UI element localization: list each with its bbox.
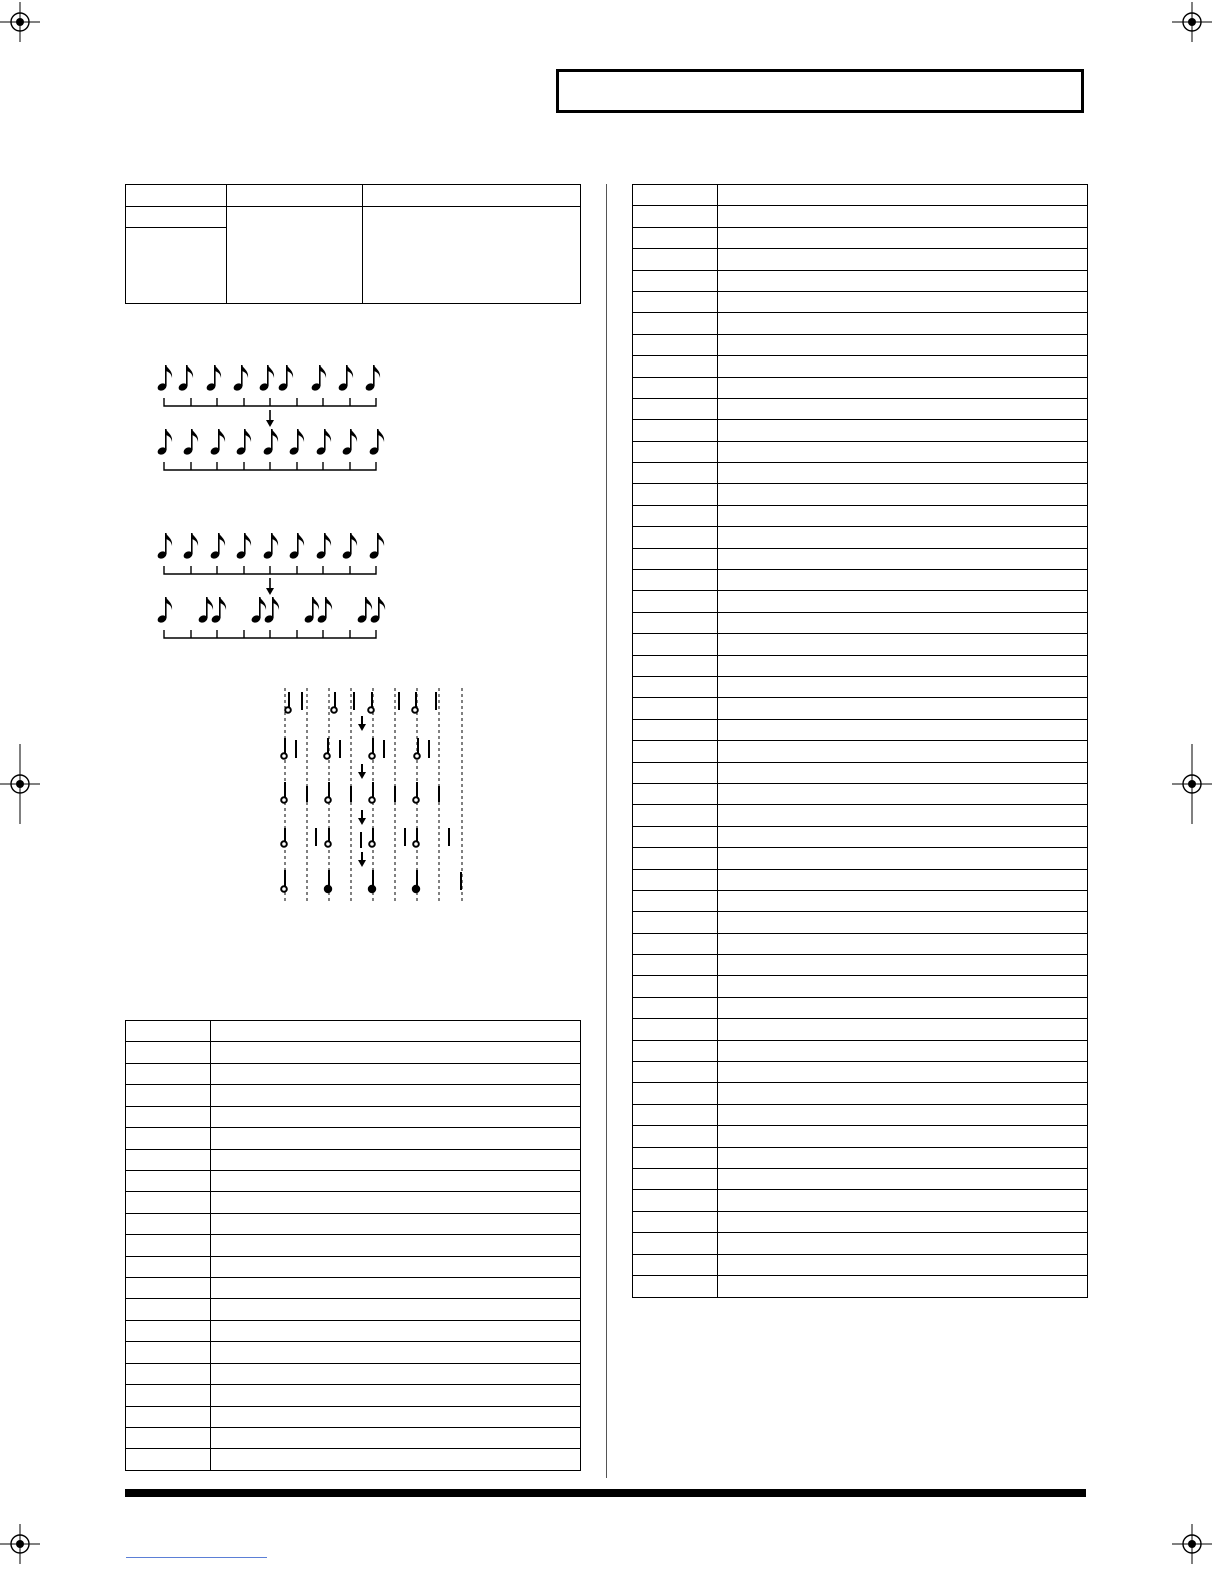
table-header-cell: [633, 185, 718, 206]
table-header-cell: [363, 185, 581, 207]
table-row: [126, 1385, 581, 1406]
table-header-cell: [227, 185, 363, 207]
table-cell: [633, 1211, 718, 1232]
down-arrow-icon: [358, 764, 366, 779]
table-row: [126, 1299, 581, 1320]
table-header-cell: [126, 1021, 211, 1042]
table-row: [126, 1063, 581, 1084]
table-cell: [126, 1299, 211, 1320]
table-cell: [718, 1190, 1088, 1211]
table-row: [126, 1106, 581, 1127]
table-cell: [126, 1149, 211, 1170]
table-cell: [718, 463, 1088, 484]
table-cell: [126, 1428, 211, 1449]
table-cell: [718, 1019, 1088, 1040]
table-cell: [633, 912, 718, 933]
table-row: [126, 1149, 581, 1170]
table-cell: [718, 527, 1088, 548]
table-row: [126, 1213, 581, 1234]
table-row: [126, 1170, 581, 1191]
table-cell: [718, 976, 1088, 997]
table-cell: [126, 1256, 211, 1277]
table-row: [126, 1085, 581, 1106]
table-row: [633, 398, 1088, 419]
table-cell: [126, 1235, 211, 1256]
table-cell: [633, 270, 718, 291]
list-table-right: [632, 184, 1088, 1298]
table-cell: [126, 1406, 211, 1427]
table-cell: [126, 1085, 211, 1106]
table-row: [633, 655, 1088, 676]
table-cell: [718, 1211, 1088, 1232]
table-row: [633, 356, 1088, 377]
down-arrow-icon: [266, 578, 274, 595]
table-row: [126, 1192, 581, 1213]
table-cell: [718, 741, 1088, 762]
table-cell: [211, 1192, 581, 1213]
table-row: [633, 249, 1088, 270]
table-cell: [718, 612, 1088, 633]
table-cell: [633, 955, 718, 976]
table-row: [633, 291, 1088, 312]
table-cell: [633, 1233, 718, 1254]
table-row: [633, 762, 1088, 783]
table-cell: [211, 1385, 581, 1406]
table-row: [633, 270, 1088, 291]
table-cell: [718, 249, 1088, 270]
table-row: [633, 912, 1088, 933]
table-cell: [633, 1104, 718, 1125]
table-row: [633, 548, 1088, 569]
table-row: [126, 1428, 581, 1449]
table-row: [633, 463, 1088, 484]
table-cell: [718, 1083, 1088, 1104]
table-cell: [633, 249, 718, 270]
table-row: [633, 1211, 1088, 1232]
table-row: [633, 933, 1088, 954]
table-row: [126, 1363, 581, 1384]
table-row: [633, 1062, 1088, 1083]
table-row: [633, 441, 1088, 462]
table-cell: [633, 698, 718, 719]
table-cell: [718, 783, 1088, 804]
table-cell: [718, 484, 1088, 505]
table-cell: [718, 313, 1088, 334]
table-cell: [633, 976, 718, 997]
table-row: [633, 805, 1088, 826]
table-cell: [718, 1275, 1088, 1297]
column-divider: [606, 184, 607, 1478]
table-cell: [633, 463, 718, 484]
table-cell: [126, 1042, 211, 1063]
table-row: [633, 484, 1088, 505]
table-cell: [126, 1192, 211, 1213]
table-row: [126, 1449, 581, 1471]
table-row: [633, 591, 1088, 612]
table-cell: [718, 676, 1088, 697]
registration-mark-icon: [0, 1524, 40, 1564]
table-header-row: [126, 185, 581, 207]
table-cell: [718, 1104, 1088, 1125]
table-header-cell: [211, 1021, 581, 1042]
table-row: [126, 1342, 581, 1363]
table-cell: [718, 634, 1088, 655]
table-row: [633, 420, 1088, 441]
table-cell: [633, 1083, 718, 1104]
table-row: [633, 612, 1088, 633]
table-cell: [633, 1126, 718, 1147]
table-cell: [718, 398, 1088, 419]
table-row: [126, 1278, 581, 1299]
table-cell: [211, 1278, 581, 1299]
registration-mark-icon: [0, 764, 40, 804]
table-header-cell: [718, 185, 1088, 206]
table-row: [633, 890, 1088, 911]
table-cell: [126, 1128, 211, 1149]
table-cell: [718, 334, 1088, 355]
table-row: [126, 1235, 581, 1256]
table-cell: [633, 676, 718, 697]
table-cell: [633, 634, 718, 655]
table-row: [633, 783, 1088, 804]
footer-link-underline[interactable]: [126, 1557, 267, 1558]
table-cell: [633, 313, 718, 334]
table-cell: [633, 826, 718, 847]
table-cell: [633, 377, 718, 398]
footer-bar: [125, 1489, 1086, 1497]
table-cell: [126, 1106, 211, 1127]
table-cell: [126, 1449, 211, 1471]
table-row: [126, 1406, 581, 1427]
down-arrow-icon: [358, 716, 366, 731]
table-cell: [633, 655, 718, 676]
eighth-note-icon: [156, 429, 384, 456]
table-row: [633, 741, 1088, 762]
table-cell: [718, 655, 1088, 676]
table-cell: [633, 484, 718, 505]
table-row: [633, 1275, 1088, 1297]
table-row: [633, 869, 1088, 890]
table-cell: [718, 206, 1088, 227]
table-cell: [718, 1147, 1088, 1168]
table-cell: [718, 912, 1088, 933]
table-cell: [633, 1062, 718, 1083]
parameter-table: [125, 184, 581, 304]
table-cell: [211, 1063, 581, 1084]
table-cell: [718, 570, 1088, 591]
table-cell: [211, 1106, 581, 1127]
table-row: [126, 1128, 581, 1149]
table-cell: [718, 505, 1088, 526]
down-arrow-icon: [358, 810, 366, 825]
registration-mark-icon: [0, 2, 40, 42]
table-cell: [211, 1428, 581, 1449]
table-cell: [633, 997, 718, 1018]
table-cell: [633, 420, 718, 441]
table-cell: [211, 1363, 581, 1384]
table-cell: [211, 1235, 581, 1256]
table-cell: [718, 227, 1088, 248]
table-row: [633, 634, 1088, 655]
table-row: [633, 505, 1088, 526]
table-cell: [211, 1128, 581, 1149]
table-cell: [718, 356, 1088, 377]
table-row: [633, 1126, 1088, 1147]
table-cell: [718, 997, 1088, 1018]
table-cell: [126, 1278, 211, 1299]
table-row: [633, 976, 1088, 997]
table-row: [633, 1147, 1088, 1168]
table-header-cell: [126, 185, 227, 207]
table-cell: [211, 1299, 581, 1320]
table-cell: [633, 1019, 718, 1040]
table-cell: [718, 1254, 1088, 1275]
table-row: [126, 1320, 581, 1341]
eighth-note-icon: [156, 533, 384, 560]
table-cell: [126, 1320, 211, 1341]
table-cell: [227, 207, 363, 304]
table-row: [126, 207, 581, 228]
table-cell: [718, 548, 1088, 569]
table-cell: [633, 762, 718, 783]
table-row: [126, 1042, 581, 1063]
table-cell: [633, 890, 718, 911]
table-cell: [126, 1170, 211, 1191]
table-cell: [718, 270, 1088, 291]
table-cell: [633, 933, 718, 954]
table-cell: [718, 1126, 1088, 1147]
table-cell: [633, 1040, 718, 1061]
table-cell: [633, 1190, 718, 1211]
table-row: [633, 676, 1088, 697]
table-cell: [633, 783, 718, 804]
table-row: [633, 377, 1088, 398]
table-cell: [126, 207, 227, 228]
table-cell: [126, 1385, 211, 1406]
table-cell: [718, 420, 1088, 441]
table-cell: [718, 805, 1088, 826]
table-cell: [633, 527, 718, 548]
table-cell: [718, 1062, 1088, 1083]
table-cell: [718, 1168, 1088, 1189]
table-cell: [633, 1254, 718, 1275]
table-cell: [633, 612, 718, 633]
table-row: [633, 1190, 1088, 1211]
table-cell: [718, 291, 1088, 312]
table-row: [633, 719, 1088, 740]
table-cell: [633, 591, 718, 612]
table-row: [633, 698, 1088, 719]
table-row: [633, 997, 1088, 1018]
table-row: [633, 1040, 1088, 1061]
table-row: [633, 527, 1088, 548]
list-table-left: [125, 1020, 581, 1471]
table-cell: [211, 1406, 581, 1427]
table-cell: [718, 377, 1088, 398]
table-cell: [633, 1275, 718, 1297]
table-row: [633, 955, 1088, 976]
table-row: [633, 1019, 1088, 1040]
table-cell: [126, 1363, 211, 1384]
table-cell: [211, 1042, 581, 1063]
eighth-note-icon: [156, 365, 380, 392]
table-cell: [633, 1147, 718, 1168]
table-cell: [718, 890, 1088, 911]
table-cell: [211, 1213, 581, 1234]
table-cell: [633, 206, 718, 227]
registration-mark-icon: [1172, 1524, 1212, 1564]
table-cell: [633, 719, 718, 740]
table-cell: [718, 698, 1088, 719]
table-cell: [718, 1040, 1088, 1061]
table-row: [633, 1104, 1088, 1125]
quantize-rhythm-figure-2: [150, 528, 400, 648]
table-cell: [718, 869, 1088, 890]
table-cell: [718, 591, 1088, 612]
table-header-row: [633, 185, 1088, 206]
table-cell: [633, 334, 718, 355]
table-cell: [718, 933, 1088, 954]
table-cell: [126, 1063, 211, 1084]
table-cell: [633, 869, 718, 890]
table-row: [633, 1254, 1088, 1275]
table-cell: [211, 1149, 581, 1170]
table-cell: [718, 826, 1088, 847]
table-row: [633, 570, 1088, 591]
table-cell: [718, 955, 1088, 976]
table-cell: [633, 741, 718, 762]
table-cell: [211, 1170, 581, 1191]
table-cell: [633, 1168, 718, 1189]
registration-mark-icon: [1172, 2, 1212, 42]
table-row: [633, 1168, 1088, 1189]
table-cell: [718, 719, 1088, 740]
table-cell: [126, 1213, 211, 1234]
table-row: [633, 206, 1088, 227]
table-cell: [211, 1449, 581, 1471]
quantize-rhythm-figure-1: [150, 360, 400, 480]
table-cell: [633, 227, 718, 248]
table-cell: [633, 570, 718, 591]
table-row: [633, 1233, 1088, 1254]
table-cell: [718, 441, 1088, 462]
quantize-timing-grid-figure: [270, 688, 480, 908]
table-cell: [126, 1342, 211, 1363]
table-cell: [718, 762, 1088, 783]
table-cell: [211, 1320, 581, 1341]
down-arrow-icon: [266, 410, 274, 427]
table-cell: [211, 1256, 581, 1277]
table-cell: [633, 398, 718, 419]
table-cell: [633, 441, 718, 462]
table-row: [633, 313, 1088, 334]
table-cell: [633, 356, 718, 377]
table-cell: [633, 291, 718, 312]
table-header-row: [126, 1021, 581, 1042]
table-cell: [211, 1342, 581, 1363]
table-row: [633, 826, 1088, 847]
table-row: [633, 227, 1088, 248]
table-cell: [363, 207, 581, 304]
table-cell: [633, 505, 718, 526]
table-cell: [633, 548, 718, 569]
table-row: [633, 1083, 1088, 1104]
table-cell: [718, 848, 1088, 869]
table-row: [126, 1256, 581, 1277]
table-row: [633, 848, 1088, 869]
registration-mark-icon: [1172, 764, 1212, 804]
table-row: [633, 334, 1088, 355]
table-cell: [633, 848, 718, 869]
chapter-title-box: [556, 69, 1084, 113]
table-cell: [126, 228, 227, 304]
table-cell: [718, 1233, 1088, 1254]
down-arrow-icon: [358, 852, 366, 867]
eighth-note-icon: [156, 597, 385, 624]
table-cell: [633, 805, 718, 826]
table-cell: [211, 1085, 581, 1106]
